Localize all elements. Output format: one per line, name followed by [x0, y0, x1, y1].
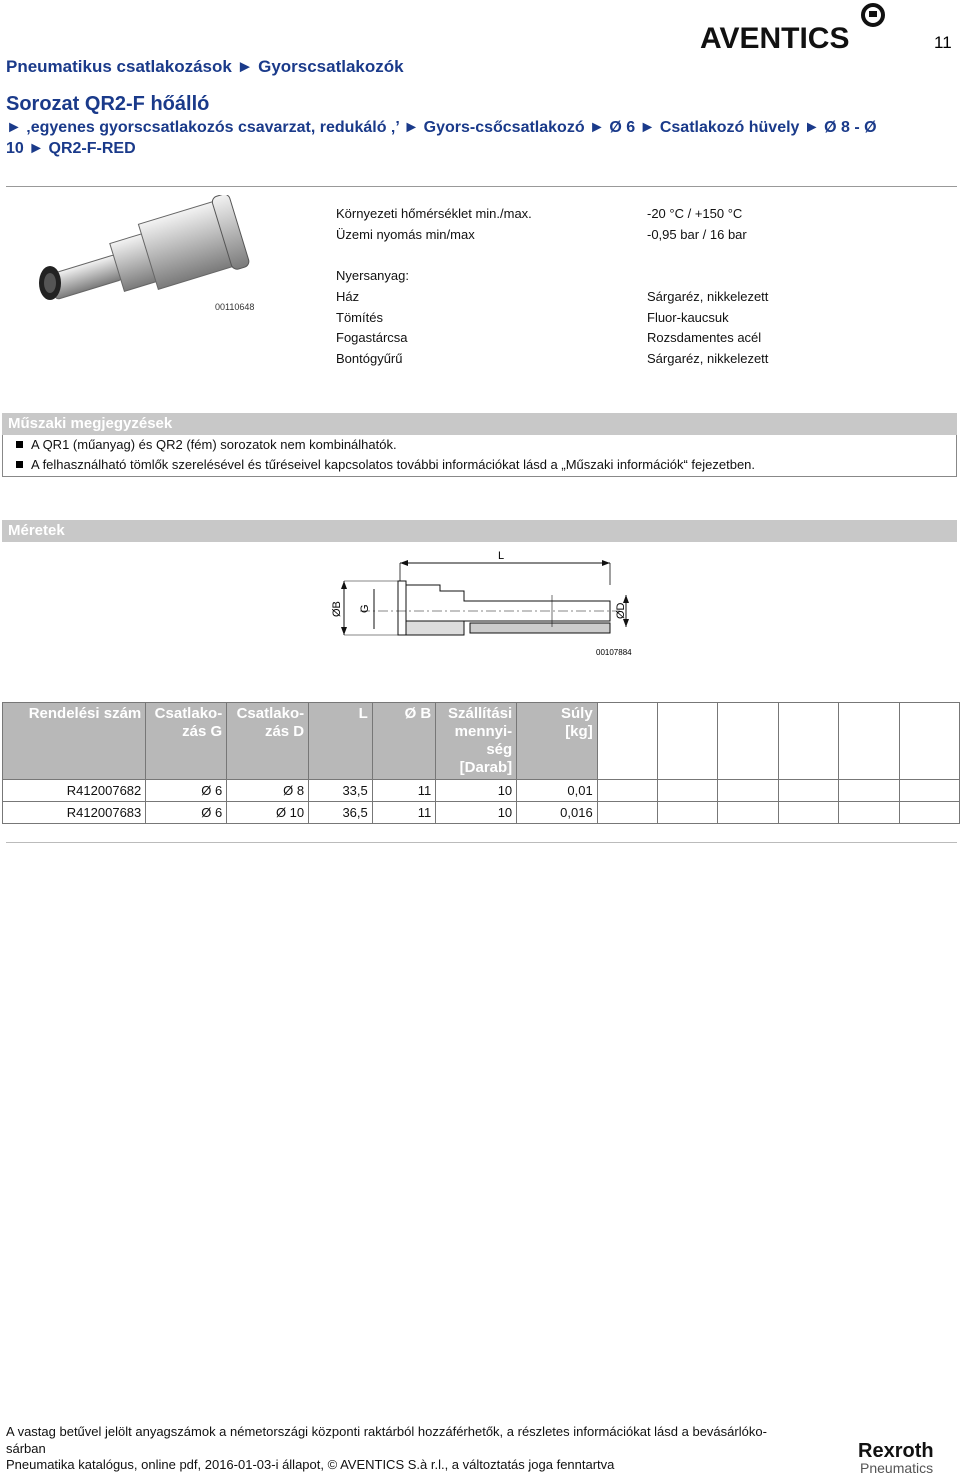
- cell-order-number: R412007682: [3, 780, 146, 802]
- product-image: [25, 195, 255, 305]
- material-value: Fluor-kaucsuk: [647, 310, 729, 325]
- dimension-drawing: [320, 545, 650, 660]
- material-label: Bontógyűrű: [336, 351, 403, 366]
- cell-weight: 0,01: [517, 780, 598, 802]
- cell-empty: [839, 780, 899, 802]
- brand-text: AVENTICS: [700, 22, 850, 52]
- prop-temp-label: Környezeti hőmérséklet min./max.: [336, 206, 532, 221]
- cell-empty: [597, 780, 657, 802]
- prop-pressure-value: -0,95 bar / 16 bar: [647, 227, 747, 242]
- material-heading: Nyersanyag:: [336, 268, 409, 283]
- prop-temp-value: -20 °C / +150 °C: [647, 206, 743, 221]
- dimensions-header: [2, 520, 957, 542]
- cell-empty: [839, 802, 899, 824]
- dimensions-heading: Méretek: [8, 522, 65, 539]
- col-order-number: Rendelési szám: [3, 703, 146, 780]
- cell-connection-g: Ø 6: [146, 780, 227, 802]
- col-l: L: [309, 703, 373, 780]
- col-connection-d: Csatlako- zás D: [227, 703, 309, 780]
- dim-D-label: ØD: [615, 602, 627, 619]
- col-empty: [899, 703, 959, 780]
- cell-connection-g: Ø 6: [146, 802, 227, 824]
- rexroth-logo: Rexroth: [858, 1440, 934, 1462]
- col-empty: [658, 703, 718, 780]
- material-value: Sárgaréz, nikkelezett: [647, 289, 769, 304]
- cell-empty: [778, 802, 838, 824]
- material-label: Fogastárcsa: [336, 330, 408, 345]
- cell-empty: [778, 780, 838, 802]
- series-title: Sorozat QR2-F hőálló: [6, 93, 210, 115]
- image-code: 00110648: [215, 302, 255, 312]
- table-row: [3, 780, 960, 802]
- series-subtitle-line2: 10 ► QR2-F-RED: [6, 140, 136, 157]
- cell-connection-d: Ø 10: [227, 802, 309, 824]
- aventics-logo: [700, 2, 886, 52]
- col-empty: [839, 703, 899, 780]
- col-empty: [597, 703, 657, 780]
- cell-b: 11: [372, 802, 436, 824]
- bullet-icon: [16, 461, 23, 468]
- cell-weight: 0,016: [517, 802, 598, 824]
- col-quantity: Szállítási mennyi- ség [Darab]: [436, 703, 517, 780]
- drawing-code: 00107884: [596, 648, 632, 657]
- dim-G-label: G: [359, 604, 371, 613]
- note-item: [16, 457, 755, 472]
- cell-empty: [899, 802, 959, 824]
- page-number: 11: [934, 33, 952, 52]
- footer-note-line2: sárban: [6, 1441, 46, 1456]
- cell-empty: [658, 802, 718, 824]
- cell-l: 36,5: [309, 802, 373, 824]
- material-label: Ház: [336, 289, 360, 304]
- cell-empty: [658, 780, 718, 802]
- bullet-icon: [16, 441, 23, 448]
- breadcrumb: Pneumatikus csatlakozások ► Gyorscsatlakozók: [6, 57, 404, 76]
- cell-order-number: R412007683: [3, 802, 146, 824]
- cell-l: 33,5: [309, 780, 373, 802]
- notes-heading: Műszaki megjegyzések: [8, 415, 173, 432]
- material-value: Rozsdamentes acél: [647, 330, 762, 345]
- col-empty: [718, 703, 778, 780]
- cell-quantity: 10: [436, 780, 517, 802]
- notes-header: [2, 413, 957, 435]
- cell-b: 11: [372, 780, 436, 802]
- pneumatics-logo: Pneumatics: [860, 1460, 934, 1476]
- cell-connection-d: Ø 8: [227, 780, 309, 802]
- dim-L-label: L: [498, 550, 505, 562]
- col-weight: Súly [kg]: [517, 703, 598, 780]
- cell-quantity: 10: [436, 802, 517, 824]
- footer-note-line1: A vastag betűvel jelölt anyagszámok a németországi központi raktárból hozzáférhetők, a részletes információkat lásd a bevásárlókо-: [6, 1424, 767, 1439]
- cell-empty: [718, 802, 778, 824]
- note-text: A felhasználható tömlők szerelésével és tűréseivel kapcsolatos további információkat lásd a „Műszaki információk“ fejezetben.: [31, 457, 756, 472]
- series-subtitle-line1: ► ‚egyenes gyorscsatlakozós csavarzat, redukáló ‚’ ► Gyors-csőcsatlakozó ► Ø 6 ► Csatlakozó hüvely ► Ø 8 - Ø: [6, 119, 877, 136]
- divider: [6, 842, 957, 843]
- series-subtitle: [6, 117, 951, 159]
- cell-empty: [718, 780, 778, 802]
- order-table: [2, 702, 960, 824]
- material-label: Tömítés: [336, 310, 383, 325]
- table-header-row: [3, 703, 960, 780]
- col-connection-g: Csatlako- zás G: [146, 703, 227, 780]
- prop-pressure-label: Üzemi nyomás min/max: [336, 227, 475, 242]
- col-empty: [778, 703, 838, 780]
- dim-B-label: ØB: [331, 601, 343, 617]
- cell-empty: [899, 780, 959, 802]
- table-row: [3, 802, 960, 824]
- cell-empty: [597, 802, 657, 824]
- note-item: [16, 437, 397, 452]
- material-value: Sárgaréz, nikkelezett: [647, 351, 769, 366]
- divider: [6, 186, 957, 187]
- footer-catalog: Pneumatika katalógus, online pdf, 2016-01-03-i állapot, © AVENTICS S.à r.l., a változtatás joga fenntartva: [6, 1457, 615, 1472]
- note-text: A QR1 (műanyag) és QR2 (fém) sorozatok nem kombinálhatók.: [31, 437, 397, 452]
- col-b: Ø B: [372, 703, 436, 780]
